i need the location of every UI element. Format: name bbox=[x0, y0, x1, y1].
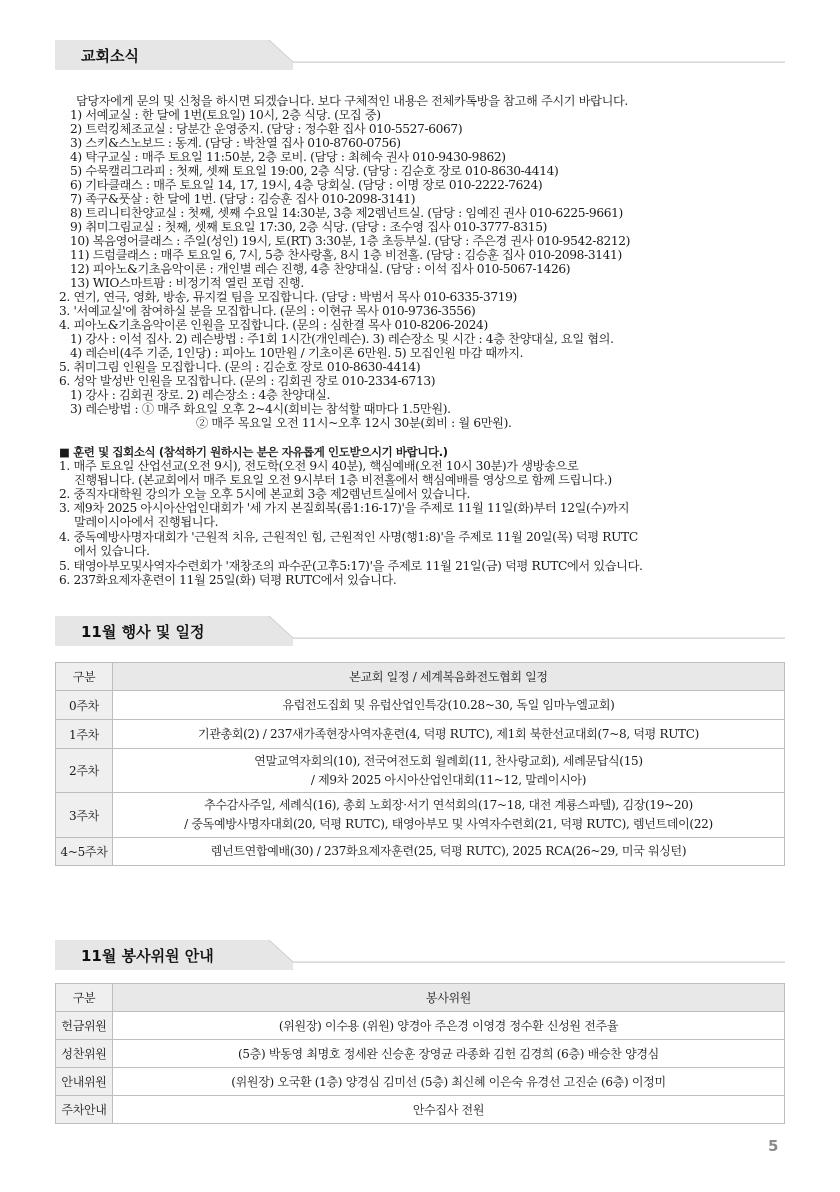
members-cell: 안수집사 전원 bbox=[113, 1096, 785, 1124]
table-row bbox=[56, 1040, 785, 1068]
week-cell: 2주차 bbox=[56, 749, 113, 793]
news-item: 6) 기타클래스 : 매주 토요일 14, 17, 19시, 4층 당회실. (담당 : 이명 장로 010-2222-7624) bbox=[70, 178, 543, 192]
role-cell: 주차안내 bbox=[56, 1096, 113, 1124]
week-cell: 0주차 bbox=[56, 691, 113, 720]
table-row bbox=[56, 1012, 785, 1040]
schedule-text: / 중독예방사명자대회(20, 덕평 RUTC), 태영아부모 및 사역자수련회(21, 덕평 RUTC), 렘넌트데이(22) bbox=[184, 817, 713, 831]
week-cell: 3주차 bbox=[56, 793, 113, 838]
table-row bbox=[56, 1068, 785, 1096]
church-news-banner bbox=[55, 40, 785, 70]
schedule-text: / 제9차 2025 아시아산업인대회(11~12, 말레이시아) bbox=[310, 772, 587, 787]
schedule-banner bbox=[55, 616, 785, 646]
week-cell: 1주차 bbox=[56, 720, 113, 749]
header-cell: 봉사위원 bbox=[113, 984, 785, 1012]
schedule-cell bbox=[113, 691, 785, 720]
table-row bbox=[56, 1096, 785, 1124]
table-row bbox=[56, 691, 785, 720]
news-item: ② 매주 목요일 오전 11시~오후 12시 30분(회비 : 월 6만원). bbox=[196, 416, 512, 430]
page-number: 5 bbox=[768, 1137, 779, 1155]
role-cell: 헌금위원 bbox=[56, 1012, 113, 1040]
news-item: 3) 레슨방법 : ① 매주 화요일 오후 2~4시(회비는 참석할 때마다 1.5만원). bbox=[70, 402, 451, 416]
table-header-row bbox=[56, 984, 785, 1012]
schedule-text: 추수감사주일, 세례식(16), 총회 노회장·서기 연석회의(17~18, 대전 계룡스파텔), 김장(19~20) bbox=[204, 798, 693, 812]
news-item: 5. 취미그림 인원을 모집합니다. (문의 : 김순호 장로 010-8630-4414) bbox=[59, 360, 421, 374]
schedule-cell bbox=[113, 720, 785, 749]
training-item: 말레이시아에서 진행됩니다. bbox=[74, 515, 219, 529]
news-item: 8) 트리니티찬양교실 : 첫째, 셋째 수요일 14:30분, 3층 제2렘넌트실. (담당 : 임예진 권사 010-6225-9661) bbox=[70, 206, 623, 220]
news-item: 9) 취미그림교실 : 첫째, 셋째 토요일 17:30, 2층 식당. (담당 : 조수영 집사 010-3777-8315) bbox=[70, 220, 548, 234]
news-item: 1) 강사 : 김회권 장로. 2) 레슨장소 : 4층 찬양대실. bbox=[70, 388, 331, 402]
members-cell: (위원장) 이수용 (위원) 양경아 주은경 이영경 정수환 신성원 전주율 bbox=[113, 1012, 785, 1040]
schedule-text: 유럽전도집회 및 유럽산업인특강(10.28~30, 독일 임마누엘교회) bbox=[282, 697, 615, 712]
schedule-title: 11월 행사 및 일정 bbox=[81, 623, 205, 641]
news-item: 10) 복음영어클래스 : 주일(성인) 19시, 토(RT) 3:30분, 1층 초등부실. (담당 : 주은경 권사 010-9542-8212) bbox=[70, 234, 631, 248]
training-item: 에서 있습니다. bbox=[74, 544, 150, 558]
volunteers-table bbox=[55, 983, 785, 1124]
schedule-text: 기관총회(2) / 237새가족현장사역자훈련(4, 덕평 RUTC), 제1회 북한선교대회(7~8, 덕평 RUTC) bbox=[198, 726, 699, 741]
news-item: 4. 피아노&기초음악이론 인원을 모집합니다. (문의 : 심한결 목사 010-8206-2024) bbox=[59, 318, 488, 332]
volunteers-banner bbox=[55, 940, 785, 970]
week-cell: 4~5주차 bbox=[56, 838, 113, 866]
news-item: 12) 피아노&기초음악이론 : 개인별 레슨 진행, 4층 찬양대실. (담당 : 이석 집사 010-5067-1426) bbox=[70, 262, 571, 276]
table-row bbox=[56, 749, 785, 793]
schedule-text: 렘넌트연합예배(30) / 237화요제자훈련(25, 덕평 RUTC), 2025 RCA(26~29, 미국 워싱턴) bbox=[210, 844, 687, 858]
volunteers-title: 11월 봉사위원 안내 bbox=[81, 947, 214, 965]
schedule-cell bbox=[113, 793, 785, 838]
schedule-cell bbox=[113, 838, 785, 866]
table-row bbox=[56, 838, 785, 866]
news-item: 4) 탁구교실 : 매주 토요일 11:50분, 2층 로비. (담당 : 최혜숙 권사 010-9430-9862) bbox=[70, 150, 506, 164]
news-item: 1) 강사 : 이석 집사. 2) 레슨방법 : 주1회 1시간(개인레슨). 3) 레슨장소 및 시간 : 4층 찬양대실, 요일 협의. bbox=[70, 332, 614, 346]
table-row bbox=[56, 793, 785, 838]
header-cell: 본교회 일정 / 세계복음화전도협회 일정 bbox=[113, 663, 785, 691]
schedule-text: 연말교역자회의(10), 전국여전도회 월례회(11, 찬사랑교회), 세례문답식(15) bbox=[254, 753, 643, 768]
news-item: 6. 성악 발성반 인원을 모집합니다. (문의 : 김회권 장로 010-2334-6713) bbox=[59, 374, 436, 388]
banner-shape bbox=[55, 40, 785, 70]
news-item: 3) 스키&스노보드 : 동계. (담당 : 박찬열 집사 010-8760-0756) bbox=[70, 136, 401, 150]
training-item: 6. 237화요제자훈련이 11월 25일(화) 덕평 RUTC에서 있습니다. bbox=[59, 573, 397, 587]
training-item: 3. 제9차 2025 아시아산업인대회가 '세 가지 본질회복(롬1:16-17)'을 주제로 11월 11일(화)부터 12일(수)까지 bbox=[59, 501, 630, 515]
news-item: 2) 트럭킹체조교실 : 당분간 운영중지. (담당 : 정수환 집사 010-5527-6067) bbox=[70, 122, 463, 136]
table-header-row bbox=[56, 663, 785, 691]
role-cell: 성찬위원 bbox=[56, 1040, 113, 1068]
training-heading: ■ 훈련 및 집회소식 (참석하기 원하시는 분은 자유롭게 인도받으시기 바랍니다.) bbox=[59, 445, 448, 459]
schedule-table bbox=[55, 662, 785, 866]
news-item: 7) 족구&풋살 : 한 달에 1번. (담당 : 김승훈 집사 010-2098-3141) bbox=[70, 192, 416, 206]
members-cell: (위원장) 오국환 (1층) 양경심 김미선 (5층) 최신혜 이은숙 유경선 고진순 (6층) 이정미 bbox=[113, 1068, 785, 1096]
training-item: 5. 태영아부모및사역자수련회가 '재창조의 파수꾼(고후5:17)'을 주제로 11월 21일(금) 덕평 RUTC에서 있습니다. bbox=[59, 559, 643, 573]
members-cell: (5층) 박동영 최명호 정세완 신승훈 장영균 라종화 김헌 김경희 (6층) 배승찬 양경심 bbox=[113, 1040, 785, 1068]
training-item: 2. 중직자대학원 강의가 오늘 오후 5시에 본교회 3층 제2렘넌트실에서 있습니다. bbox=[59, 487, 471, 501]
news-item: 13) WIO스마트팜 : 비정기적 열린 포럼 진행. bbox=[70, 276, 304, 290]
church-news-title: 교회소식 bbox=[81, 47, 139, 65]
news-item: 11) 드럼클래스 : 매주 토요일 6, 7시, 5층 찬사랑홀, 8시 1층 비전홀. (담당 : 김승훈 집사 010-2098-3141) bbox=[70, 248, 622, 262]
news-item: 5) 수묵캘리그라피 : 첫째, 셋째 토요일 19:00, 2층 식당. (담당 : 김순호 장로 010-8630-4414) bbox=[70, 164, 559, 178]
news-item: 3. '서예교실'에 참여하실 분을 모집합니다. (문의 : 이현규 목사 010-9736-3556) bbox=[59, 304, 476, 318]
header-cell: 구분 bbox=[56, 984, 113, 1012]
news-intro: 담당자에게 문의 및 신청을 하시면 되겠습니다. 보다 구체적인 내용은 전체카톡방을 참고해 주시기 바랍니다. bbox=[76, 94, 628, 108]
training-item: 4. 중독예방사명자대회가 '근원적 치유, 근원적인 힘, 근원적인 사명(행1:8)'을 주제로 11월 20일(목) 덕평 RUTC bbox=[59, 530, 638, 544]
table-row bbox=[56, 720, 785, 749]
training-item: 진행됩니다. (본교회에서 매주 토요일 오전 9시부터 1층 비전홀에서 핵심예배를 영상으로 함께 드립니다.) bbox=[74, 473, 612, 487]
header-cell: 구분 bbox=[56, 663, 113, 691]
schedule-cell bbox=[113, 749, 785, 793]
news-item: 2. 연기, 연극, 영화, 방송, 뮤지컬 팀을 모집합니다. (담당 : 박범서 목사 010-6335-3719) bbox=[59, 290, 517, 304]
news-item: 4) 레슨비(4주 기준, 1인당) : 피아노 10만원 / 기초이론 6만원. 5) 모집인원 마감 때까지. bbox=[70, 346, 524, 360]
role-cell: 안내위원 bbox=[56, 1068, 113, 1096]
news-item: 1) 서예교실 : 한 달에 1번(토요일) 10시, 2층 식당. (모집 중) bbox=[70, 108, 381, 122]
training-item: 1. 매주 토요일 산업선교(오전 9시), 전도학(오전 9시 40분), 핵심예배(오전 10시 30분)가 생방송으로 bbox=[59, 459, 579, 473]
